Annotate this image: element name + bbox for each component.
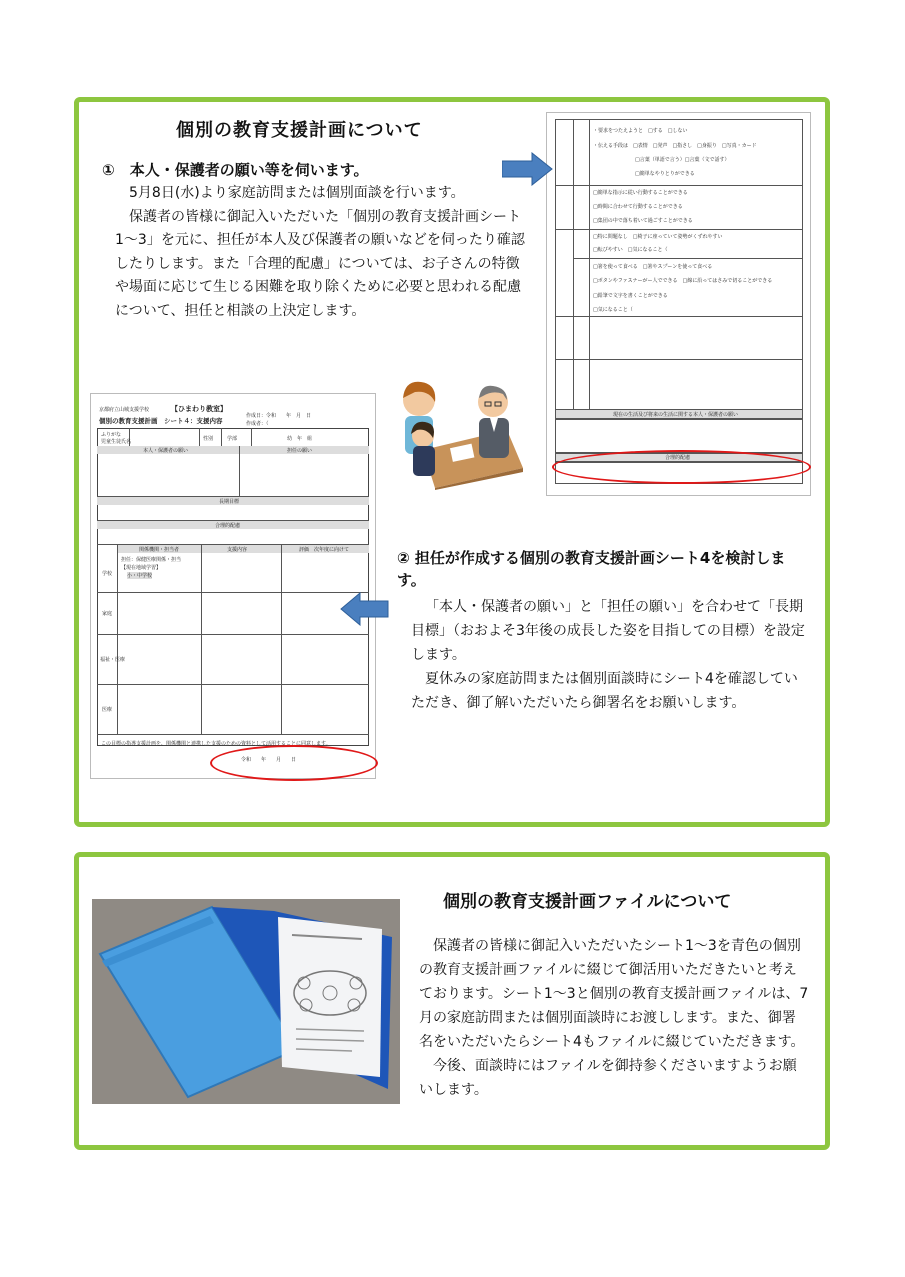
section-title-file: 個別の教育支援計画ファイルについて [443, 892, 732, 912]
sheet-furigana: ふりがな [101, 432, 122, 438]
sheet-sample-right [546, 112, 811, 496]
sheet-note: この目標の指導支援計画を、関係機関と連携した支援のための資料として活用することに同意します。 [101, 741, 331, 747]
sheet-row: □時間に合わせて行動することができる [593, 204, 683, 210]
step1-paragraph: 保護者の皆様に御記入いただいた「個別の教育支援計画シート1～3」を元に、担任が本人及び保護者の願いなどを伺ったり確認したりします。また「合理的配慮」については、お子さんの特徴や場面に応じて生じる困難を取り除くために必要と思われる配慮について、担任と相談の上決定します。 [115, 208, 525, 319]
sheet-row-welfare: 福祉・医療 [100, 657, 126, 663]
file-body [419, 934, 809, 1102]
sheet-cell: 小・中学校 [127, 573, 153, 579]
sheet-row: ・要求をつたえようと □する □しない [593, 128, 688, 134]
sheet-row: □集団の中で落ち着いて過ごすことができる [593, 218, 693, 224]
sheet-row: □転びやすい □気になること（ [593, 247, 668, 253]
file-paragraph-b: 今後、面談時にはファイルを御持参くださいますようお願いします。 [419, 1058, 797, 1098]
file-photo [92, 899, 400, 1104]
sheet-row: □箸を使って食べる □箸やスプーンを使って食べる [593, 264, 713, 270]
sheet-row-other: 医療 [102, 707, 113, 713]
sheet-title: 個別の教育支援計画 シート４：支援内容 [99, 417, 223, 425]
sheet-row: □気になること（ [593, 307, 633, 313]
file-paragraph-a: 保護者の皆様に御記入いただいたシート1～3を青色の個別の教育支援計画ファイルに綴じて御活用いただきたいと考えております。シート1～3と個別の教育支援計画ファイルは、7月の家庭訪問または個別面談時にお渡しします。また、御署名をいただいたらシート4もファイルに綴じていただきます。 [419, 938, 809, 1050]
sheet-school: 京都府立山城支援学校 [99, 407, 150, 413]
sheet-tag: 【ひまわり教室】 [171, 405, 227, 413]
sheet-sample-left [90, 393, 376, 779]
sheet-footer-accommodation: 合理的配慮 [665, 455, 691, 461]
sheet-row-school: 学校 [102, 571, 113, 577]
highlight-oval-accommodation [552, 450, 811, 484]
step1-heading: ① 本人・保護者の願い等を伺います。 [102, 161, 369, 179]
section-title-plan: 個別の教育支援計画について [176, 120, 423, 141]
sheet-row: ・伝える手段は □表情 □発声 □指さし □身振り □写真・カード [593, 143, 757, 149]
step1-line1: 5月8日(水)より家庭訪問または個別面談を行います。 [129, 185, 465, 201]
step2-paragraph-b: 夏休みの家庭訪問または個別面談時にシート4を確認していただき、御了解いただいたら御署名をお願いします。 [411, 671, 798, 711]
sheet-date: 令和 年 月 日 [241, 757, 297, 763]
sheet-created: 作成日：令和 年 月 日 [246, 413, 312, 419]
sheet-name-label: 児童生徒氏名 [101, 439, 132, 445]
meeting-illustration [395, 372, 525, 490]
step2-paragraph-a: 「本人・保護者の願い」と「担任の願い」を合わせて「長期目標」（おおよそ3年後の成長した姿を目指しての目標）を設定します。 [411, 599, 805, 663]
sheet-author: 作成者：（ [246, 421, 269, 427]
sheet-row: □言葉（単語で言う）□言葉（文で話す） [635, 157, 730, 163]
sheet-wish2: 担任の願い [287, 448, 313, 454]
sheet-wish1: 本人・保護者の願い [143, 448, 189, 454]
sheet-accom: 合理的配慮 [215, 523, 241, 529]
arrow-right-icon [502, 152, 554, 186]
sheet-footer-wish: 現在の生活及び将来の生活に関する本人・保護者の願い [613, 412, 739, 418]
arrow-left-icon [340, 592, 390, 626]
step2-heading: ② 担任が作成する個別の教育支援計画シート4を検討します。 [397, 549, 786, 589]
sheet-row: □簡単な指示に従い行動することができる [593, 190, 688, 196]
step2-body [411, 595, 807, 715]
sheet-grade: 学部 [227, 436, 238, 442]
sheet-goal: 長期目標 [219, 499, 240, 505]
sheet-grade-val: 幼 年 組 [287, 436, 313, 442]
sheet-sex: 性別 [203, 436, 214, 442]
highlight-oval-signature [210, 745, 378, 781]
sheet-cell: 担任：保健医療関係・担当 [121, 557, 182, 563]
sheet-col2: 支援内容 [227, 547, 248, 553]
sheet-row-home: 家庭 [102, 611, 113, 617]
sheet-row: □ボタンやファスナーがー人でできる □線に沿ってはさみで切ることができる [593, 278, 773, 284]
sheet-col3: 評価 次年度に向けて [299, 547, 350, 553]
sheet-cell: 【現在地域学習】 [121, 565, 162, 571]
sheet-col1: 関係機関・担当者 [139, 547, 180, 553]
sheet-row: □特に問題なし □椅子に座っていて姿勢がくずれやすい [593, 234, 723, 240]
step1-body [115, 182, 525, 323]
sheet-row: □鉛筆で文字を書くことができる [593, 293, 668, 299]
sheet-row: □簡単なやりとりができる [635, 171, 695, 177]
